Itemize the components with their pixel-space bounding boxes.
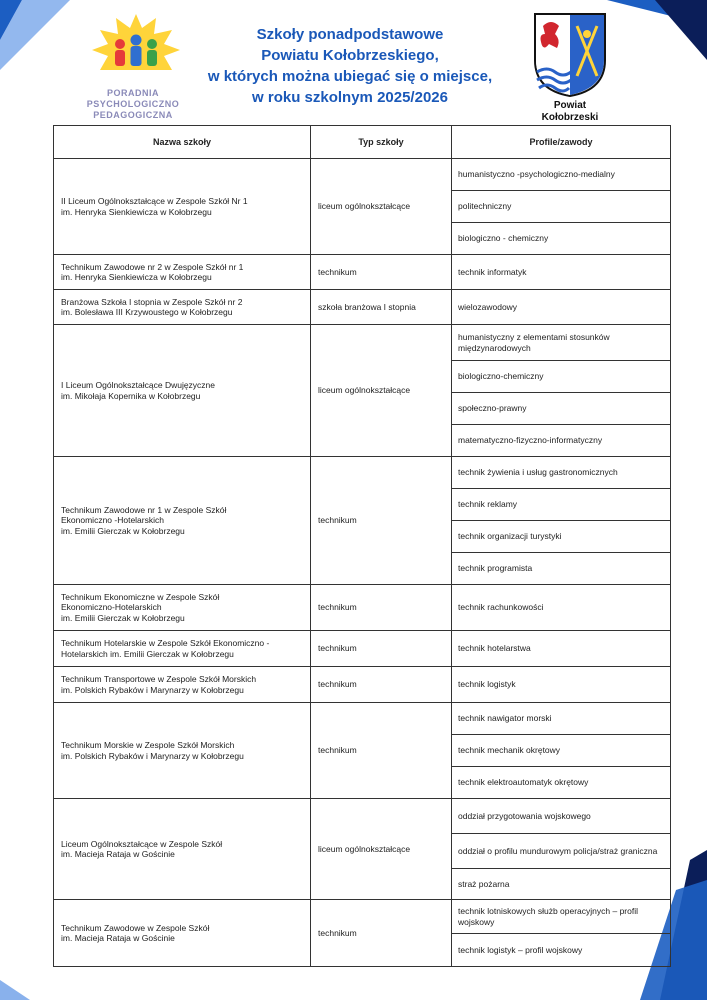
school-name-line: im. Henryka Sienkiewicza w Kołobrzegu	[61, 272, 212, 282]
school-name-line: Technikum Zawodowe nr 1 w Zespole Szkół	[61, 504, 227, 515]
school-name-cell	[54, 159, 311, 255]
table-row	[54, 159, 671, 191]
school-name-line: Technikum Hotelarskie w Zespole Szkół Ekonomiczno -	[61, 638, 270, 648]
crest-caption	[531, 100, 609, 124]
profile-cell: technik programista	[452, 553, 671, 585]
school-name-line: im. Macieja Rataja w Gościnie	[61, 849, 175, 859]
crest-line-1: Powiat	[553, 100, 587, 111]
school-type-cell: technikum	[311, 255, 452, 290]
school-name-line: im. Emilii Gierczak w Kołobrzegu	[61, 525, 185, 536]
table-row	[54, 703, 671, 735]
profile-cell: biologiczno-chemiczny	[452, 361, 671, 393]
table-row	[54, 799, 671, 834]
title-line-4: w roku szkolnym 2025/2026	[252, 89, 448, 106]
school-type-cell: technikum	[311, 631, 452, 667]
school-name-cell	[54, 255, 311, 290]
sun-logo-icon	[90, 14, 182, 76]
table-header-row	[54, 126, 671, 159]
header-school-type: Typ szkoły	[311, 126, 452, 159]
header-profiles: Profile/zawody	[452, 126, 671, 159]
profile-cell: technik organizacji turystyki	[452, 521, 671, 553]
school-name-cell	[54, 325, 311, 457]
crest-line-2: Kołobrzeski	[541, 112, 599, 123]
header-school-name: Nazwa szkoły	[54, 126, 311, 159]
school-name-cell	[54, 457, 311, 585]
page-title	[170, 24, 530, 108]
table-row	[54, 325, 671, 361]
profile-cell: biologiczno - chemiczny	[452, 223, 671, 255]
title-line-1: Szkoły ponadpodstawowe	[256, 26, 444, 43]
school-type-cell: liceum ogólnokształcące	[311, 325, 452, 457]
school-name-line: im. Bolesława III Krzywoustego w Kołobrzegu	[61, 307, 233, 317]
coat-of-arms-icon	[531, 12, 609, 98]
powiat-crest	[531, 12, 609, 124]
school-name-line: Technikum Zawodowe w Zespole Szkół	[61, 922, 210, 933]
table-row	[54, 255, 671, 290]
profile-cell: humanistyczno -psychologiczno-medialny	[452, 159, 671, 191]
school-name-cell	[54, 900, 311, 967]
people-icon	[115, 35, 157, 67]
profile-cell: technik nawigator morski	[452, 703, 671, 735]
profile-cell: technik reklamy	[452, 489, 671, 521]
school-name-line: Liceum Ogólnokształcące w Zespole Szkół	[61, 838, 223, 849]
logo-text-1: PORADNIA	[106, 88, 159, 98]
school-name-line: Ekonomiczno-Hotelarskich	[61, 602, 162, 613]
profile-cell: matematyczno-fizyczno-informatyczny	[452, 425, 671, 457]
table-row	[54, 900, 671, 934]
school-type-cell: liceum ogólnokształcące	[311, 799, 452, 900]
table-row	[54, 631, 671, 667]
school-name-cell	[54, 667, 311, 703]
title-line-3: w których można ubiegać się o miejsce,	[207, 68, 493, 85]
profile-cell: politechniczny	[452, 191, 671, 223]
school-name-line: Hotelarskich im. Emilii Gierczak w Kołobrzegu	[61, 648, 234, 659]
title-line-2: Powiatu Kołobrzeskiego,	[261, 47, 439, 64]
school-name-cell	[54, 799, 311, 900]
profile-cell: humanistyczny z elementami stosunków międzynarodowych	[452, 325, 671, 361]
profile-cell: technik żywienia i usług gastronomicznych	[452, 457, 671, 489]
school-type-cell: szkoła branżowa I stopnia	[311, 290, 452, 325]
school-name-cell	[54, 290, 311, 325]
profile-cell: oddział przygotowania wojskowego	[452, 799, 671, 834]
school-name-line: Technikum Ekonomiczne w Zespole Szkół	[61, 591, 220, 602]
profile-cell: technik mechanik okrętowy	[452, 735, 671, 767]
school-name-line: im. Polskich Rybaków i Marynarzy w Kołobrzegu	[61, 684, 244, 695]
profile-cell: społeczno-prawny	[452, 393, 671, 425]
profile-cell: technik logistyk – profil wojskowy	[452, 934, 671, 967]
table-row	[54, 290, 671, 325]
school-name-line: im. Mikołaja Kopernika w Kołobrzegu	[61, 390, 201, 401]
school-name-line: Branżowa Szkoła I stopnia w Zespole Szkół nr 2	[61, 296, 243, 307]
profile-cell: technik lotniskowych służb operacyjnych – profil wojskowy	[452, 900, 671, 934]
school-name-line: Technikum Morskie w Zespole Szkół Morskich	[61, 740, 235, 750]
school-name-line: Technikum Zawodowe nr 2 w Zespole Szkół nr 1	[61, 261, 244, 272]
schools-table	[53, 125, 671, 967]
school-name-cell	[54, 631, 311, 667]
school-type-cell: technikum	[311, 457, 452, 585]
profile-cell: oddział o profilu mundurowym policja/straż graniczna	[452, 834, 671, 869]
school-type-cell: liceum ogólnokształcące	[311, 159, 452, 255]
profile-cell: technik logistyk	[452, 667, 671, 703]
profile-cell: straż pożarna	[452, 869, 671, 900]
profile-cell: technik hotelarstwa	[452, 631, 671, 667]
school-name-line: II Liceum Ogólnokształcące w Zespole Szkół Nr 1	[61, 196, 248, 206]
profile-cell: technik elektroautomatyk okrętowy	[452, 767, 671, 799]
school-type-cell: technikum	[311, 703, 452, 799]
school-name-line: im. Polskich Rybaków i Marynarzy w Kołobrzegu	[61, 750, 244, 761]
school-type-cell: technikum	[311, 585, 452, 631]
table-row	[54, 457, 671, 489]
school-name-cell	[54, 585, 311, 631]
school-name-line: im. Emilii Gierczak w Kołobrzegu	[61, 612, 185, 623]
school-type-cell: technikum	[311, 667, 452, 703]
school-name-cell	[54, 703, 311, 799]
profile-cell: technik rachunkowości	[452, 585, 671, 631]
logo-text-3: PEDAGOGICZNA	[93, 110, 173, 120]
school-name-line: Ekonomiczno -Hotelarskich	[61, 515, 164, 526]
school-name-line: Technikum Transportowe w Zespole Szkół Morskich	[61, 674, 257, 684]
school-name-line: I Liceum Ogólnokształcące Dwujęzyczne	[61, 380, 216, 390]
profile-cell: technik informatyk	[452, 255, 671, 290]
school-name-line: im. Henryka Sienkiewicza w Kołobrzegu	[61, 206, 212, 217]
logo-text-2: PSYCHOLOGICZNO	[86, 99, 180, 109]
table-row	[54, 585, 671, 631]
profile-cell: wielozawodowy	[452, 290, 671, 325]
table-body	[54, 159, 671, 967]
school-type-cell: technikum	[311, 900, 452, 967]
table-row	[54, 667, 671, 703]
school-name-line: im. Macieja Rataja w Gościnie	[61, 933, 175, 943]
